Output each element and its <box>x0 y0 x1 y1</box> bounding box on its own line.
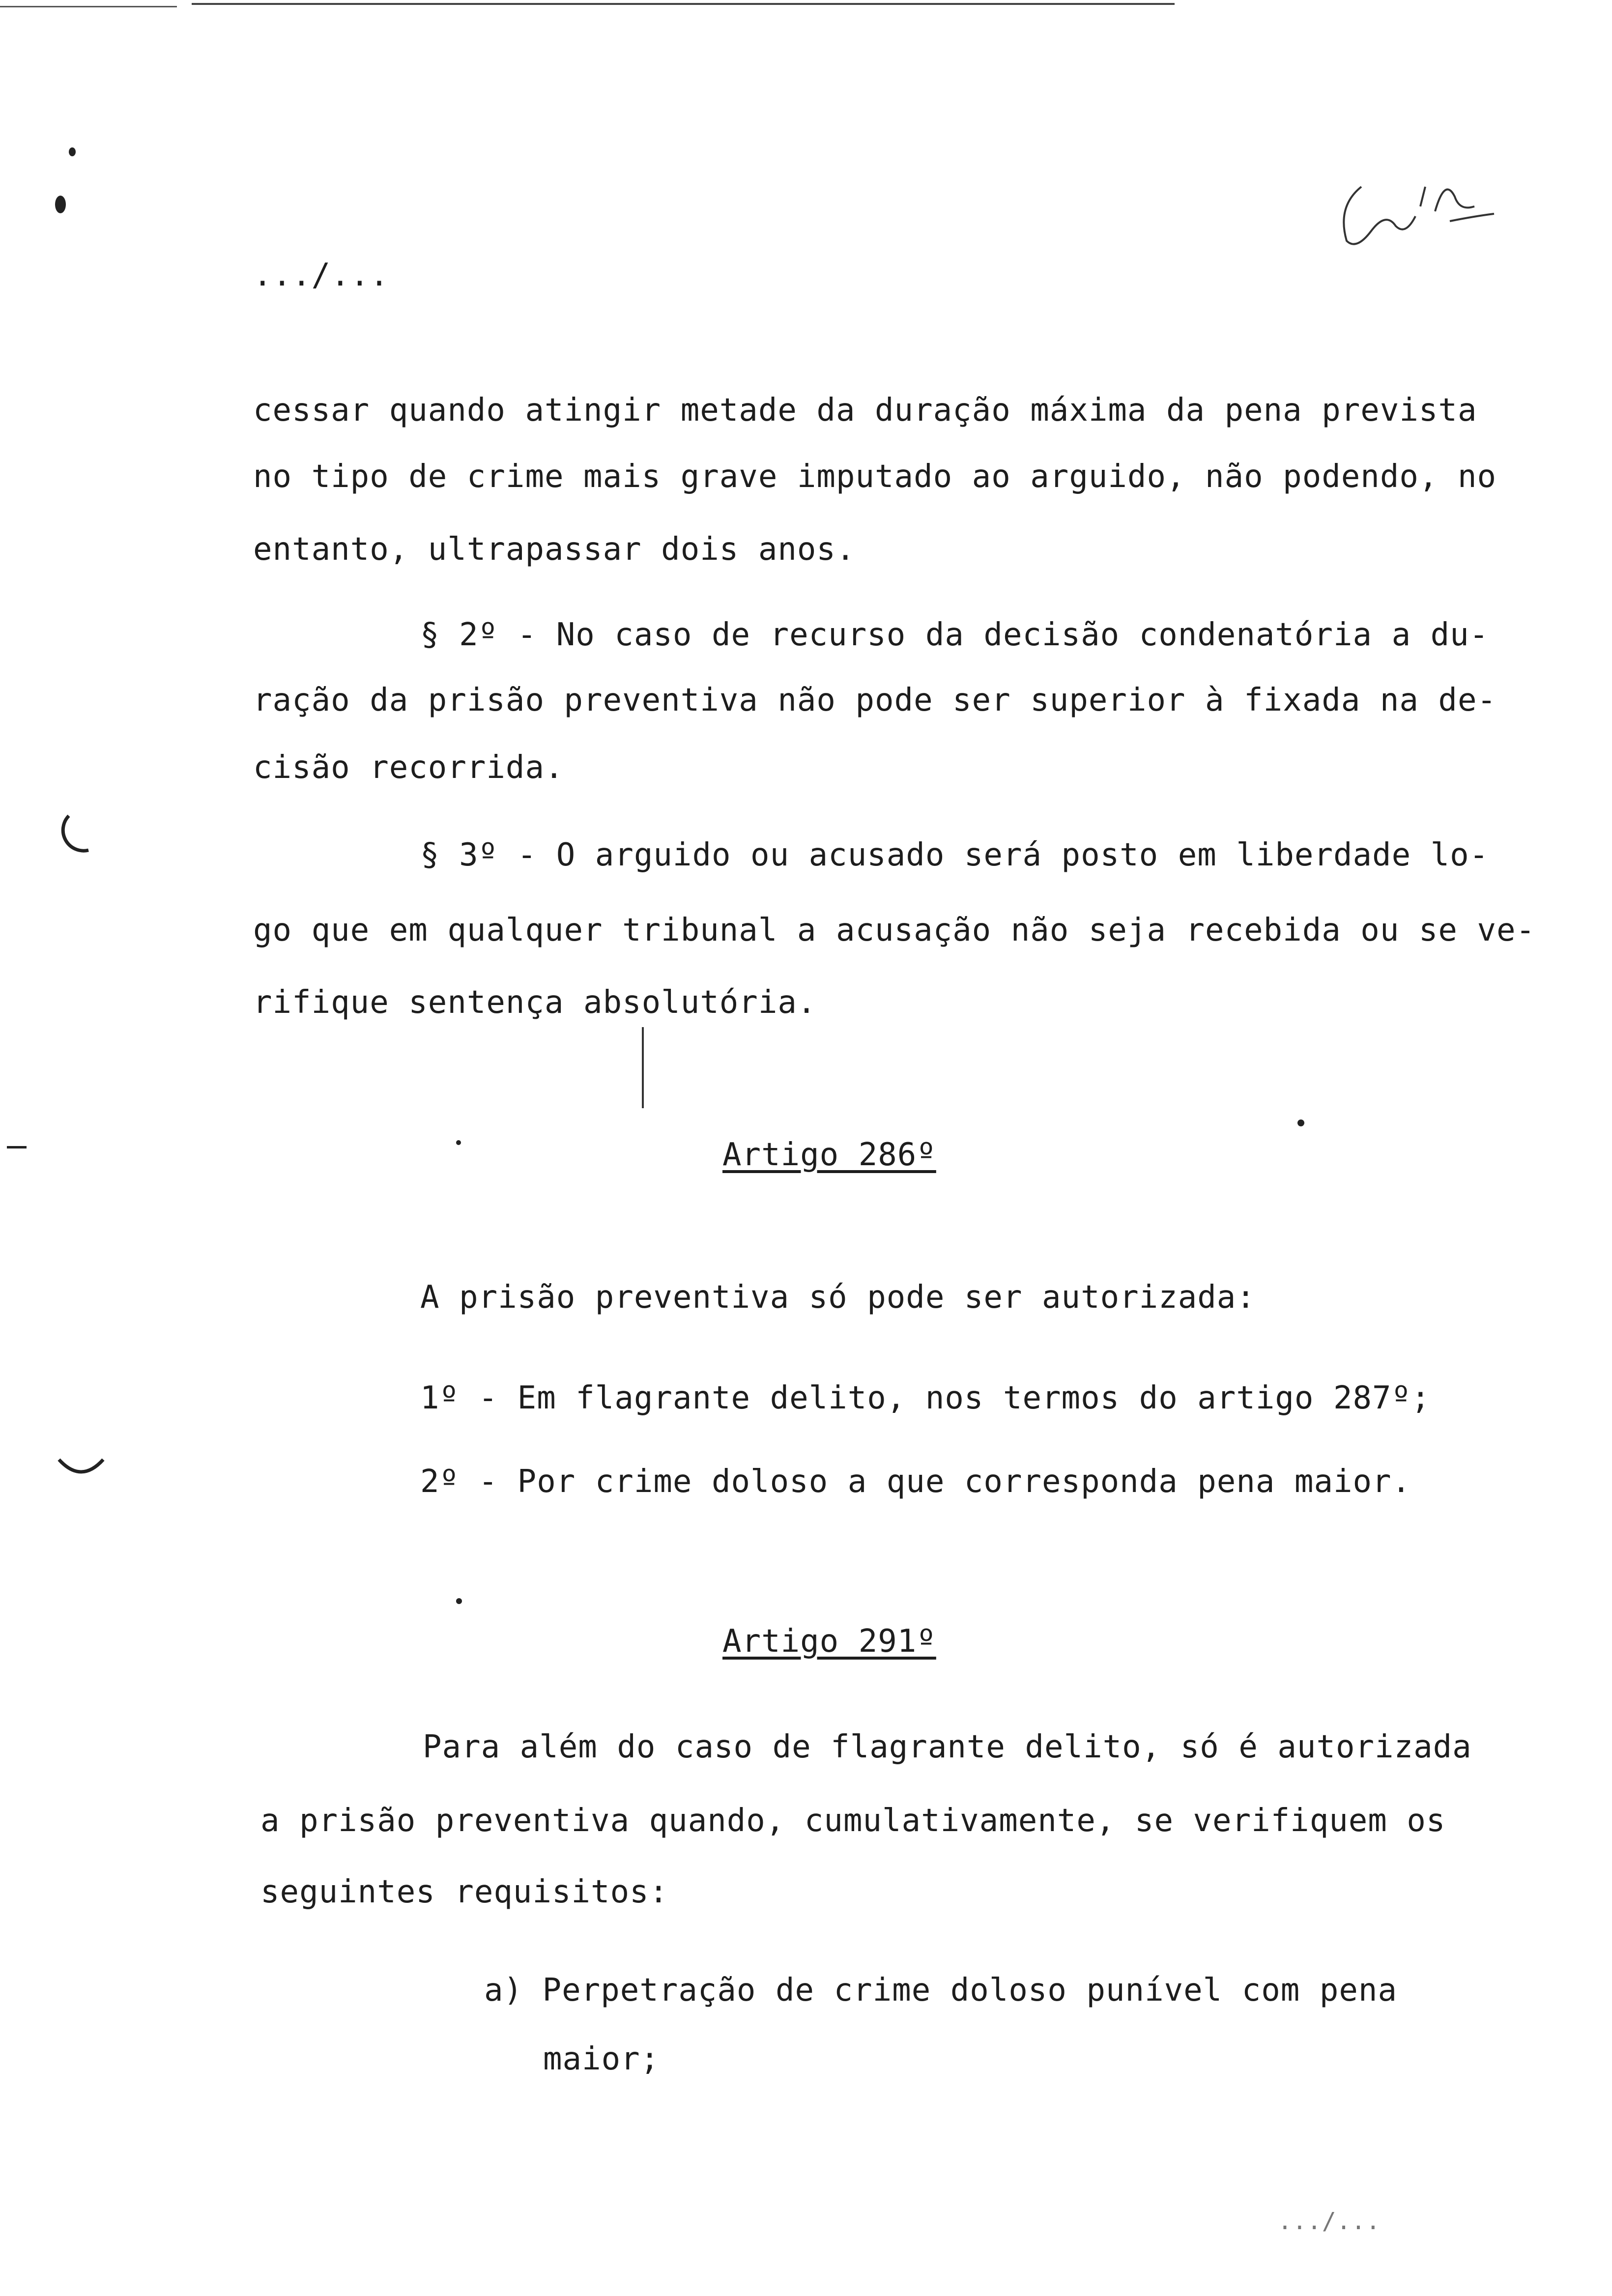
paragraph-line: § 2º - No caso de recurso da decisão condenatória a du- <box>420 617 1489 653</box>
paragraph-line: rifique sentença absolutória. <box>253 984 817 1021</box>
paragraph-line: cisão recorrida. <box>253 749 564 786</box>
article-286-intro: A prisão preventiva só pode ser autorizada: <box>420 1279 1256 1316</box>
continuation-marker-top: .../... <box>253 257 389 293</box>
paragraph-line: cessar quando atingir metade da duração máxima da pena prevista <box>253 392 1477 429</box>
vertical-stray-line <box>642 1027 644 1108</box>
scan-speck <box>456 1140 461 1145</box>
paragraph-line: entanto, ultrapassar dois anos. <box>253 531 856 568</box>
article-291-intro: seguintes requisitos: <box>260 1874 669 1910</box>
article-291-item-a: maior; <box>543 2041 660 2077</box>
article-291-intro: a prisão preventiva quando, cumulativamente, se verifiquem os <box>260 1803 1446 1839</box>
punch-hole-mark <box>55 196 66 213</box>
paragraph-line: no tipo de crime mais grave imputado ao arguido, não podendo, no <box>253 459 1497 495</box>
paragraph-line: go que em qualquer tribunal a acusação não seja recebida ou se ve- <box>253 912 1536 948</box>
paragraph-line: § 3º - O arguido ou acusado será posto em liberdade lo- <box>420 837 1489 873</box>
scan-speck <box>456 1598 462 1604</box>
article-286-item: 2º - Por crime doloso a que corresponda pena maior. <box>420 1464 1411 1500</box>
margin-arc-mark <box>54 1450 108 1489</box>
margin-dash-mark <box>7 1146 27 1148</box>
top-border <box>192 3 1175 5</box>
article-291-title: Artigo 291º <box>722 1623 936 1660</box>
top-border-left <box>0 6 177 7</box>
paragraph-line: ração da prisão preventiva não pode ser superior à fixada na de- <box>253 682 1497 718</box>
handwritten-signature <box>1327 167 1514 265</box>
margin-arc-mark <box>44 811 98 865</box>
scan-speck <box>1297 1119 1304 1126</box>
article-291-intro: Para além do caso de flagrante delito, só é autorizada <box>423 1729 1472 1765</box>
article-286-item: 1º - Em flagrante delito, nos termos do artigo 287º; <box>420 1380 1431 1416</box>
article-291-item-a: a) Perpetração de crime doloso punível com pena <box>484 1972 1397 2009</box>
continuation-marker-bottom: .../... <box>1278 2208 1381 2235</box>
punch-hole-mark <box>69 147 76 156</box>
article-286-title: Artigo 286º <box>722 1137 936 1173</box>
